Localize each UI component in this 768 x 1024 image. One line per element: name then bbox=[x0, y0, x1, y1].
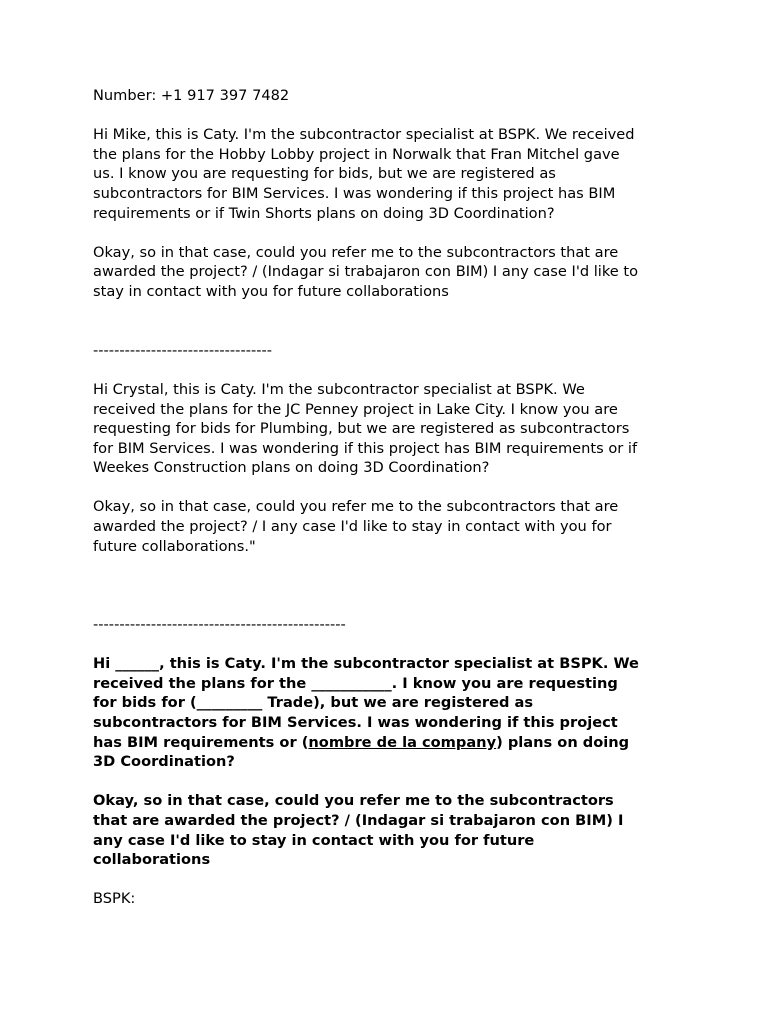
template-intro bbox=[93, 654, 693, 772]
spacer bbox=[93, 106, 693, 126]
template-intro-start: Hi ______, this is Caty. I'm the subcontractor specialist at BSPK. We received the plans for the ___________. I know you are requesting for bids for (_________ Trade), but we are registered as subcontractors for BIM Services. I was wondering if this project has BIM requirements or ( bbox=[93, 655, 639, 751]
divider-line-2: ------------------------------------------------ bbox=[93, 616, 346, 634]
template-followup: Okay, so in that case, could you refer me to the subcontractors that are awarded the project? / (Indagar si trabajaron con BIM) I any case I'd like to stay in contact with you for future collaborations bbox=[93, 792, 624, 869]
spacer bbox=[93, 302, 693, 341]
script-mike-intro: Hi Mike, this is Caty. I'm the subcontractor specialist at BSPK. We received the plans for the Hobby Lobby project in Norwalk that Fran Mitchel gave us. I know you are requesting for bids, but we are registered as subcontractors for BIM Services. I was wondering if this project has BIM requirements or if Twin Shorts plans on doing 3D Coordination? bbox=[93, 126, 635, 222]
script-mike-followup: Okay, so in that case, could you refer me to the subcontractors that are awarded the project? / (Indagar si trabajaron con BIM) I any case I'd like to stay in contact with you for future collaborations bbox=[93, 243, 639, 300]
script-crystal-followup: Okay, so in that case, could you refer me to the subcontractors that are awarded the project? / I any case I'd like to stay in contact with you for future collaborations." bbox=[93, 498, 619, 555]
script-crystal-intro: Hi Crystal, this is Caty. I'm the subcontractor specialist at BSPK. We received the plans for the JC Penney project in Lake City. I know you are requesting for bids for Plumbing, but we are registered as subcontractors for BIM Services. I was wondering if this project has BIM requirements or if Weekes Construction plans on doing 3D Coordination? bbox=[93, 380, 638, 477]
document-page bbox=[93, 86, 693, 909]
phone-number-line: Number: +1 917 397 7482 bbox=[93, 87, 290, 104]
template-intro-end: ) plans on doing 3D Coordination? bbox=[93, 733, 630, 771]
spacer bbox=[93, 360, 693, 380]
spacer bbox=[93, 223, 693, 243]
spacer bbox=[93, 635, 693, 655]
company-name-placeholder: nombre de la company bbox=[308, 733, 497, 751]
footer-label: BSPK: bbox=[93, 890, 136, 908]
spacer bbox=[93, 478, 693, 498]
spacer bbox=[93, 772, 693, 792]
spacer bbox=[93, 556, 693, 615]
divider-line-1: ---------------------------------- bbox=[93, 341, 273, 359]
spacer bbox=[93, 870, 693, 890]
